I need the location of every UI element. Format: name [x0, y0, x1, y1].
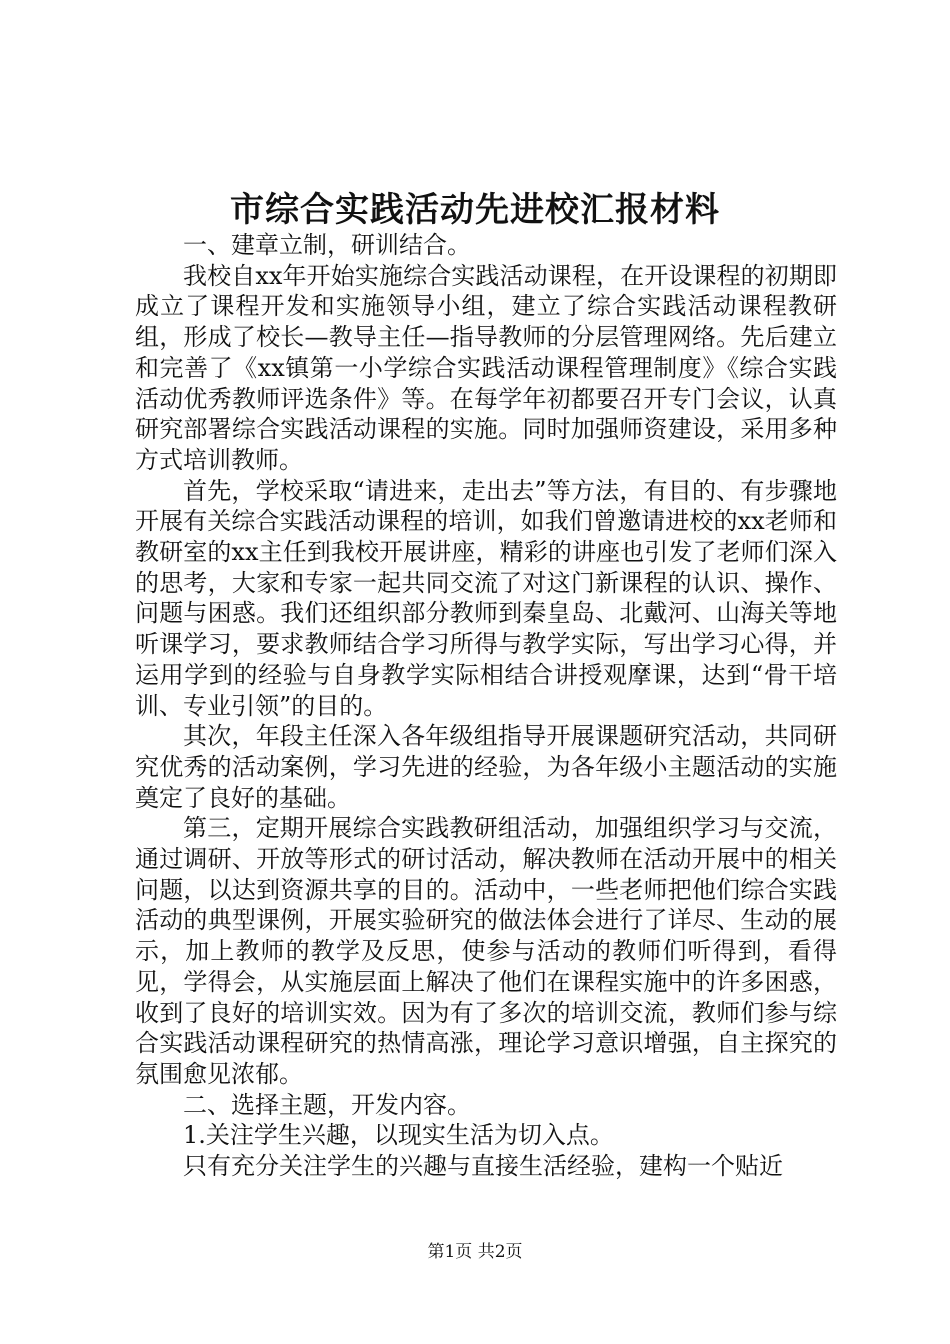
document-title: 市综合实践活动先进校汇报材料	[230, 190, 720, 230]
paragraph-7: 1.关注学生兴趣，以现实生活为切入点。	[183, 1121, 614, 1150]
paragraph-4: 其次，年段主任深入各年级组指导开展课题研究活动，共同研究优秀的活动案例，学习先进的经验，为各年级小主题活动的实施奠定了良好的基础。	[135, 722, 837, 812]
document-body	[135, 230, 837, 1182]
paragraph-2: 我校自xx年开始实施综合实践活动课程，在开设课程的初期即成立了课程开发和实施领导小组，建立了综合实践活动课程教研组，形成了校长—教导主任—指导教师的分层管理网络。先后建立和完善了《xx镇第一小学综合实践活动课程管理制度》《综合实践活动优秀教师评选条件》等。在每学年初都要召开专门会议，认真研究部署综合实践活动课程的实施。同时加强师资建设，采用多种方式培训教师。	[135, 261, 837, 474]
paragraph-6: 二、选择主题，开发内容。	[183, 1090, 471, 1119]
paragraph-3: 首先，学校采取“请进来，走出去”等方法，有目的、有步骤地开展有关综合实践活动课程的培训，如我们曾邀请进校的xx老师和教研室的xx主任到我校开展讲座，精彩的讲座也引发了老师们深入的思考，大家和专家一起共同交流了对这门新课程的认识、操作、问题与困惑。我们还组织部分教师到秦皇岛、北戴河、山海关等地听课学习，要求教师结合学习所得与教学实际，写出学习心得，并运用学到的经验与自身教学实际相结合讲授观摩课，达到“骨干培训、专业引领”的目的。	[135, 476, 837, 720]
paragraph-1: 一、建章立制，研训结合。	[183, 231, 471, 259]
page-footer: 第1页 共2页	[427, 1242, 523, 1262]
paragraph-8: 只有充分关注学生的兴趣与直接生活经验，建构一个贴近	[183, 1152, 783, 1181]
paragraph-5: 第三，定期开展综合实践教研组活动，加强组织学习与交流，通过调研、开放等形式的研讨活动，解决教师在活动开展中的相关问题，以达到资源共享的目的。活动中，一些老师把他们综合实践活动的典型课例，开展实验研究的做法体会进行了详尽、生动的展示，加上教师的教学及反思，使参与活动的教师们听得到，看得见，学得会，从实施层面上解决了他们在课程实施中的许多困惑，收到了良好的培训实效。因为有了多次的培训交流，教师们参与综合实践活动课程研究的热情高涨，理论学习意识增强，自主探究的氛围愈见浓郁。	[135, 814, 837, 1088]
